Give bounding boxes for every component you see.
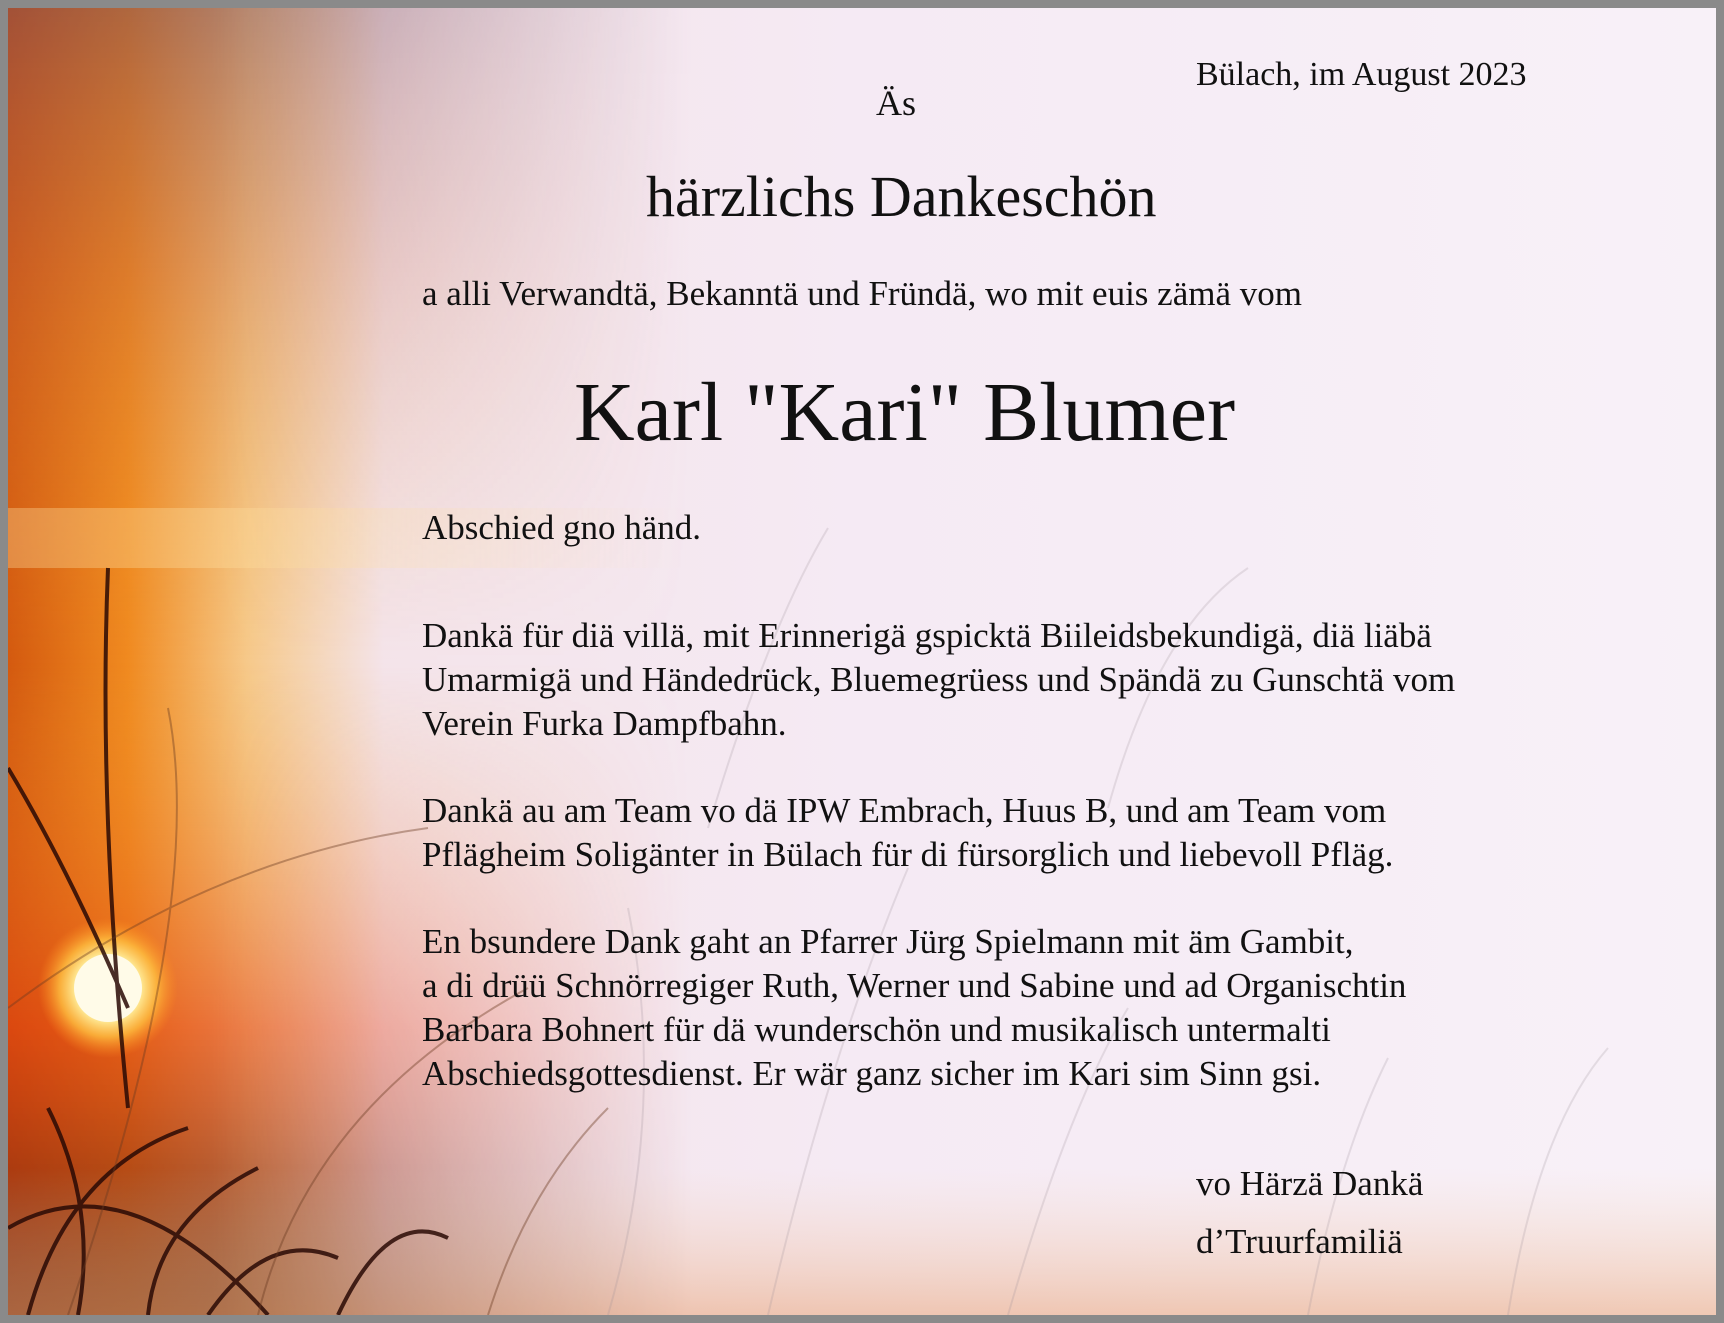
paragraph-line: Dankä au am Team vo dä IPW Embrach, Huus B, und am Team vom [422, 791, 1387, 830]
paragraph-line: Pflägheim Soligänter in Bülach für di fürsorglich und liebevoll Pfläg. [422, 835, 1394, 874]
paragraph-line: a di drüü Schnörregiger Ruth, Werner und Sabine und ad Organischtin [422, 966, 1407, 1005]
thanks-paragraph-condolences [422, 614, 1455, 746]
thanks-paragraph-service [422, 920, 1406, 1096]
obituary-card [8, 8, 1716, 1315]
paragraph-line: En bsundere Dank gaht an Pfarrer Jürg Spielmann mit äm Gambit, [422, 922, 1354, 961]
intro-word: Äs [876, 83, 917, 123]
address-line: a alli Verwandtä, Bekanntä und Fründä, wo mit euis zämä vom [422, 274, 1302, 313]
paragraph-line: Abschiedsgottesdienst. Er wär ganz sicher im Kari sim Sinn gsi. [422, 1054, 1322, 1093]
thanks-paragraph-care-teams [422, 789, 1393, 877]
paragraph-line: Barbara Bohnert für dä wunderschön und musikalisch untermalti [422, 1010, 1331, 1049]
thank-you-heading: härzlichs Dankeschön [646, 164, 1157, 229]
place-date: Bülach, im August 2023 [1196, 56, 1527, 93]
deceased-name: Karl "Kari" Blumer [574, 366, 1236, 459]
paragraph-line: Dankä für diä villä, mit Erinnerigä gspicktä Biileidsbekundigä, diä liäbä [422, 616, 1432, 655]
closing-line: vo Härzä Dankä [1196, 1164, 1424, 1203]
farewell-line: Abschied gno händ. [422, 508, 701, 547]
paragraph-line: Verein Furka Dampfbahn. [422, 704, 787, 743]
paragraph-line: Umarmigä und Händedrück, Bluemegrüess und Spändä zu Gunschtä vom [422, 660, 1456, 699]
signature-family: d’Truurfamiliä [1196, 1222, 1403, 1261]
